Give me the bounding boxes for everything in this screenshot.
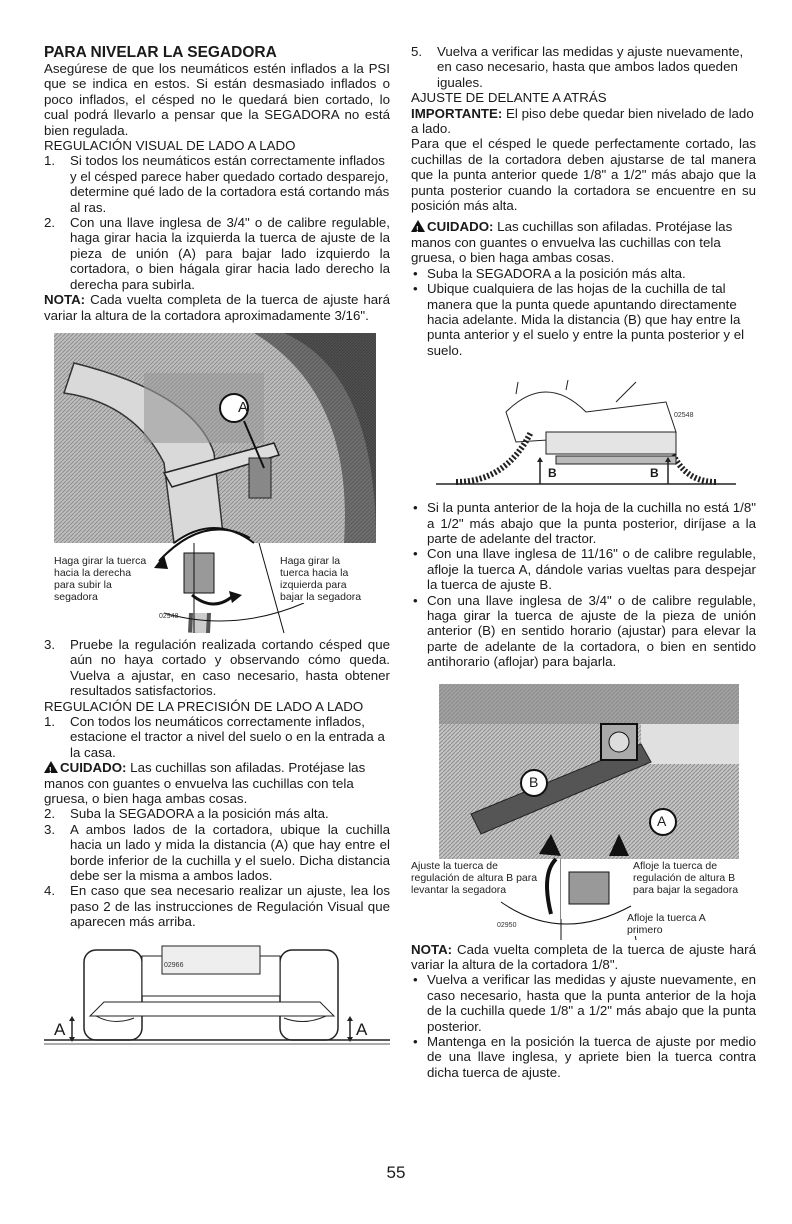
page-number: 55	[386, 1163, 406, 1182]
figure-code: 02966	[164, 961, 184, 969]
right-column	[411, 44, 756, 1080]
caution-1: !CUIDADO: Las cuchillas son afiladas. Protéjase las manos con guantes o envuelva las cuchillas con tela gruesa, o bien haga ambas cosas.	[44, 760, 390, 806]
caption-loosen-a-first: Afloje la tuerca A primero	[627, 911, 706, 936]
figure-nut-adjust	[54, 333, 376, 633]
warning-icon	[44, 761, 58, 773]
step-5: 5. Vuelva a verificar las medidas y ajuste nuevamente, en caso necesario, hasta que ambos lados queden iguales.	[411, 44, 744, 90]
step-3: 3. Pruebe la regulación realizada cortando césped que aún no haya cortado y observando cómo queda. Vuelva a ajustar, en caso necesario, hasta obtener resultados satisfactorios.	[44, 636, 390, 699]
bullet-hold-nut: • Mantenga en la posición la tuerca de ajuste por medio de una llave inglesa, y apriete bien la tuerca contra dicha tuerca de ajuste.	[413, 1034, 756, 1080]
step-precision-4: 4. En caso que sea necesario realizar un ajuste, lea los paso 2 de las instrucciones de Regulación Visual que aparecen más arriba.	[44, 883, 390, 930]
step-precision-1: 1. Con todos los neumáticos correctamente inflados, estacione el tractor a nivel del suelo o en la entrada a la casa.	[44, 713, 385, 760]
subheading-visual: REGULACIÓN VISUAL DE LADO A LADO	[44, 138, 296, 154]
step-1: 1. Si todos los neumáticos están correctamente inflados y el césped parece haber quedado cortado desparejo, determine qué lado de la cortadora está cortando más al ras.	[44, 153, 390, 215]
figure-blade-measure-illustration	[436, 372, 736, 492]
bullet-position-blade: • Ubique cualquiera de las hojas de la cuchilla de tal manera que la punta quede apuntando directamente hacia adelante. Mida la distancia (B) que hay entre la punta anterior y el suelo y entre la punta posterior y el suelo.	[413, 281, 745, 358]
step-precision-2: 2. Suba la SEGADORA a la posición más alta.	[44, 806, 329, 822]
bullet-recheck: • Vuelva a verificar las medidas y ajuste nuevamente, en caso necesario, hasta que la punta anterior de la hoja de la cuchilla quede 1/8" a 1/2" más abajo que la punta posterior.	[413, 972, 756, 1034]
dimension-b-front: B	[548, 466, 557, 481]
caption-loosen: Afloje la tuerca de regulación de altura B para bajar la segadora	[633, 860, 745, 896]
figure-code: 02548	[674, 412, 694, 420]
figure-front-link	[411, 684, 756, 940]
note-1: NOTA: Cada vuelta completa de la tuerca de ajuste hará variar la altura de la cortadora aproximadamente 3/16".	[44, 292, 390, 323]
subheading-front-back: AJUSTE DE DELANTE A ATRÁS	[411, 90, 607, 106]
dimension-a-left: A	[54, 1019, 66, 1039]
step-precision-3: 3. A ambos lados de la cortadora, ubique la cuchilla hacia un lado y mida la distancia (A) que hay entre el borde inferior de la cuchilla y el suelo. Dicha distancia debe ser la misma a ambos lados.	[44, 821, 390, 883]
step-2: 2. Con una llave inglesa de 3/4" o de calibre regulable, haga girar hacia la izquierda la tuerca de ajuste de la pieza de unión (A) para bajar lado izquierdo la cortadora, o bien hágala girar hacia lado derecho la derecha para subirla.	[44, 215, 390, 292]
bullet-loosen-a: • Con una llave inglesa de 11/16" o de calibre regulable, afloje la tuerca A, dándole varias vueltas para despejar la tuerca de ajuste B.	[413, 546, 756, 593]
figure-blade-measure	[436, 372, 736, 492]
dimension-b-rear: B	[650, 466, 659, 481]
caption-lower: Haga girar la tuerca hacia la izquierda para bajar la segadora	[280, 555, 372, 603]
bullet-raise: • Suba la SEGADORA a la posición más alta.	[413, 265, 686, 281]
intro-paragraph: Asegúrese de que los neumáticos estén inflados a la PSI que se indica en estos. Si están desmasiado inflados o poco inflados, el césped no le quedará bien cortado, lo cual podrá llevarlo a pensar que la SEGADORA no está bien regulada.	[44, 61, 390, 138]
callout-a: A	[657, 812, 667, 829]
warning-icon	[411, 220, 425, 232]
figure-code: 02950	[497, 921, 517, 929]
bullet-check-tip: • Si la punta anterior de la hoja de la cuchilla no está 1/8" a 1/2" más abajo que la punta posterior, diríjase a la parte de adelante del tractor.	[413, 500, 756, 546]
caption-tighten: Ajuste la tuerca de regulación de altura B para levantar la segadora	[411, 860, 541, 896]
note-2: NOTA: Cada vuelta completa de la tuerca de ajuste hará variar la altura de la cortadora 1/8".	[411, 941, 756, 972]
callout-b: B	[529, 773, 539, 790]
caption-raise: Haga girar la tuerca hacia la derecha para subir la segadora	[54, 555, 154, 603]
section-title: PARA NIVELAR LA SEGADORA	[44, 44, 277, 61]
figure-deck-level	[44, 942, 390, 1060]
callout-a: A	[238, 398, 249, 416]
dimension-a-right: A	[356, 1019, 368, 1039]
left-column	[44, 44, 390, 1060]
figure-deck-level-illustration	[44, 942, 390, 1060]
caution-2: !CUIDADO: Las cuchillas son afiladas. Protéjase las manos con guantes o envuelva las cuchillas con tela gruesa, o bien haga ambas cosas.	[411, 219, 756, 265]
important-note: IMPORTANTE: El piso debe quedar bien nivelado de lado a lado.	[411, 105, 754, 137]
figure-front-link-illustration	[411, 684, 756, 940]
bullet-adjust-b: • Con una llave inglesa de 3/4" o de calibre regulable, haga girar la tuerca de ajuste de la pieza de unión anterior (B) en sentido horario (ajustar) para elevar la parte de adelante de la cortadora, o bien en sentido antihorario (aflojar) para bajarla.	[413, 592, 756, 670]
figure-code: 02948	[159, 612, 179, 620]
blade-paragraph: Para que el césped le quede perfectamente cortado, las cuchillas de la cortadora deben ajustarse de tal manera que la punta anterior quede 1/8" a 1/2" más abajo que la punta posterior cuando la cortadora se encuentre en su posición más alta.	[411, 136, 756, 214]
subheading-precision: REGULACIÓN DE LA PRECISIÓN DE LADO A LADO	[44, 698, 364, 714]
